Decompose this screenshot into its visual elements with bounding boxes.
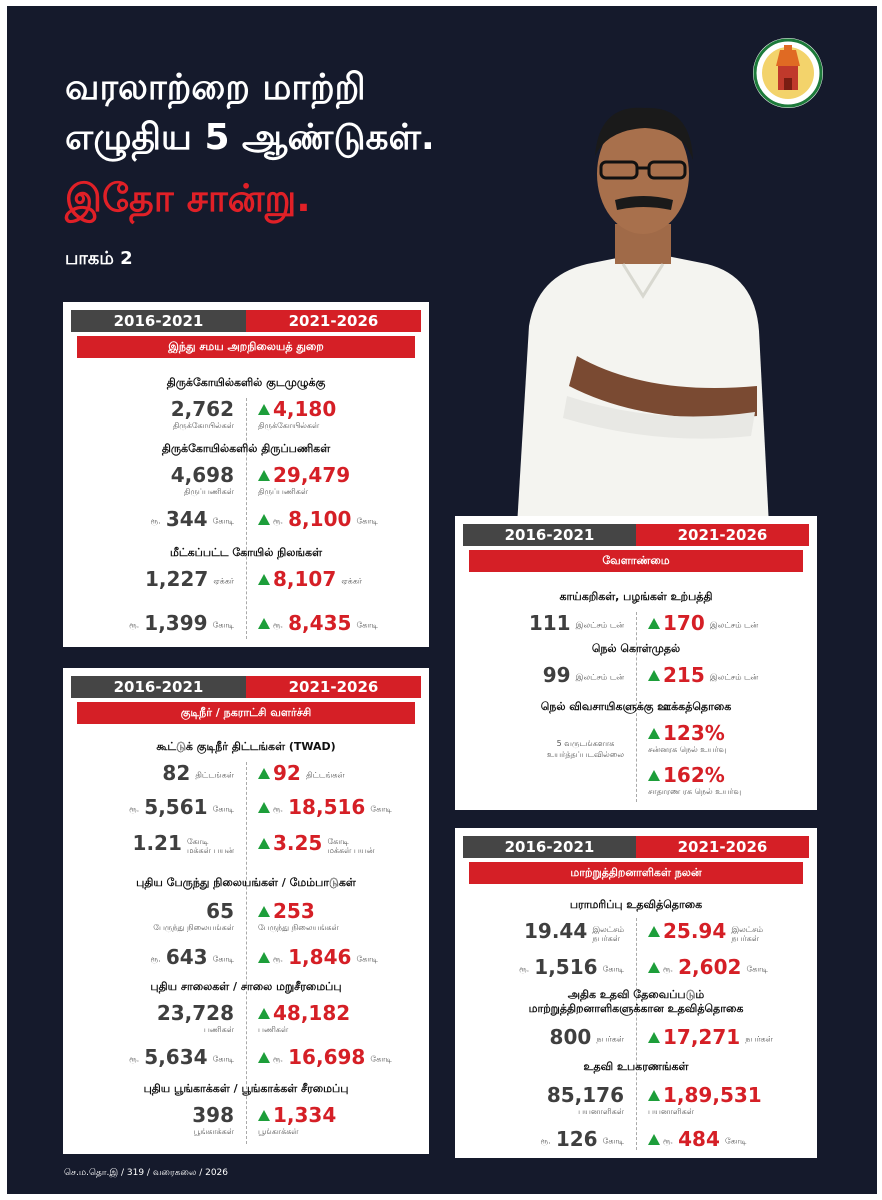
new-number: 92 xyxy=(273,761,301,785)
old-people xyxy=(133,832,234,855)
old-note-line-2: உயர்த்தப்படவில்லை xyxy=(547,750,624,759)
old-number: 1,227 xyxy=(145,567,209,591)
headline-line-1: வரலாற்றை மாற்றி xyxy=(65,67,366,108)
crore-label: கோடி xyxy=(212,804,234,814)
new-value xyxy=(258,1002,350,1035)
up-arrow-icon xyxy=(258,1052,270,1063)
up-arrow-icon xyxy=(258,514,270,525)
new-people-number: 3.25 xyxy=(273,831,323,855)
year-old: 2016-2021 xyxy=(463,836,636,858)
unit-a: இலட்சம் xyxy=(731,924,764,934)
currency-label: ரூ. xyxy=(273,620,284,630)
section-title: திருக்கோயில்களில் திருப்பணிகள் xyxy=(161,442,331,455)
poster xyxy=(7,6,877,1194)
old-label: பணிகள் xyxy=(203,1025,234,1034)
unit-label: இலட்சம் டன் xyxy=(709,620,759,630)
old-cost xyxy=(519,956,624,978)
department-title: வேளாண்மை xyxy=(469,550,803,572)
year-header xyxy=(71,676,421,698)
crore-label: கோடி xyxy=(212,1054,234,1064)
new-value xyxy=(258,1104,336,1137)
new-number: 48,182 xyxy=(273,1001,351,1025)
old-cost xyxy=(151,946,234,968)
old-cost-number: 344 xyxy=(165,507,208,531)
currency-label: ரூ. xyxy=(273,804,284,814)
crore-label: கோடி xyxy=(356,954,378,964)
old-value xyxy=(529,612,624,634)
unit-b: நபர்கள் xyxy=(731,933,759,943)
crore-label: கோடி xyxy=(724,1136,747,1146)
year-new: 2021-2026 xyxy=(636,836,809,858)
people-label: மக்கள் பயன் xyxy=(186,845,234,855)
old-value xyxy=(547,1084,624,1117)
old-cost-number: 5,561 xyxy=(144,795,208,819)
new-number: 29,479 xyxy=(273,463,351,487)
new-value xyxy=(648,1084,762,1117)
old-cost-number: 1,516 xyxy=(534,955,598,979)
up-arrow-icon xyxy=(648,926,660,937)
section-title: காய்கறிகள், பழங்கள் உற்பத்தி xyxy=(559,590,713,603)
old-number: 800 xyxy=(549,1025,592,1049)
old-value xyxy=(550,1026,624,1048)
section-title-line-2: மாற்றுத்திறனாளிகளுக்கான உதவித்தொகை xyxy=(528,1002,744,1015)
new-label: திருப்பணிகள் xyxy=(258,487,309,496)
card-hindu-religious xyxy=(63,302,429,647)
currency-label: ரூ. xyxy=(663,1136,674,1146)
department-title: குடிநீர் / நகராட்சி வளர்ச்சி xyxy=(77,702,415,724)
currency-label: ரூ. xyxy=(129,1054,140,1064)
up-arrow-icon xyxy=(258,1008,270,1019)
new-number: 170 xyxy=(663,611,705,635)
new-value xyxy=(258,568,362,590)
old-cost-number: 5,634 xyxy=(144,1045,208,1069)
old-number: 19.44 xyxy=(523,919,588,943)
new-cost xyxy=(258,946,378,968)
year-header xyxy=(463,524,809,546)
section-title: திருக்கோயில்களில் குடமுழுக்கு xyxy=(166,376,326,389)
up-arrow-icon xyxy=(258,1110,270,1121)
part-label: பாகம் 2 xyxy=(65,248,133,269)
new-value xyxy=(648,1026,773,1048)
crore-label: கோடி xyxy=(370,1054,392,1064)
currency-label: ரூ. xyxy=(273,1054,284,1064)
new-cost xyxy=(258,1046,392,1068)
old-value xyxy=(524,920,624,943)
divider xyxy=(246,398,247,639)
section-title: மீட்கப்பட்ட கோயில் நிலங்கள் xyxy=(169,546,323,559)
new-cost-number: 8,100 xyxy=(288,507,352,531)
new-cost xyxy=(258,796,392,818)
year-header xyxy=(463,836,809,858)
up-arrow-icon xyxy=(648,618,660,629)
section-title: புதிய பூங்காக்கள் / பூங்காக்கள் சீரமைப்பு xyxy=(143,1082,349,1095)
new-people xyxy=(258,832,374,855)
department-title: மாற்றுத்திறனாளிகள் நலன் xyxy=(469,862,803,884)
unit-label: நபர்கள் xyxy=(596,1034,624,1044)
new-number: 8,107 xyxy=(273,567,337,591)
new-percent-2-label: சாதாரண ரக நெல் உயர்வு xyxy=(648,787,742,796)
people-unit xyxy=(187,837,234,855)
up-arrow-icon xyxy=(258,952,270,963)
currency-label: ரூ. xyxy=(519,964,530,974)
old-cost xyxy=(129,612,234,634)
new-value-1 xyxy=(648,722,726,755)
up-arrow-icon xyxy=(258,618,270,629)
currency-label: ரூ. xyxy=(129,804,140,814)
old-cost xyxy=(129,796,234,818)
card-water-municipal xyxy=(63,668,429,1154)
new-number: 4,180 xyxy=(273,397,337,421)
up-arrow-icon xyxy=(258,574,270,585)
new-cost-number: 484 xyxy=(678,1127,720,1151)
new-cost-number: 16,698 xyxy=(288,1045,366,1069)
old-number: 4,698 xyxy=(170,463,234,487)
new-cost-number: 1,846 xyxy=(288,945,352,969)
people-label: மக்கள் பயன் xyxy=(327,845,375,855)
up-arrow-icon xyxy=(648,1032,660,1043)
old-number: 99 xyxy=(542,663,571,687)
unit-label: நபர்கள் xyxy=(745,1034,773,1044)
crore-label: கோடி xyxy=(212,620,234,630)
department-title: இந்து சமய அறநிலையத் துறை xyxy=(77,336,415,358)
chief-minister-portrait xyxy=(507,96,777,526)
old-number: 2,762 xyxy=(170,397,234,421)
old-people-number: 1.21 xyxy=(132,831,182,855)
section-title: கூட்டுக் குடிநீர் திட்டங்கள் (TWAD) xyxy=(156,740,336,753)
up-arrow-icon xyxy=(648,728,660,739)
unit-label: திட்டங்கள் xyxy=(195,770,234,780)
new-percent-1: 123% xyxy=(663,721,725,745)
unit-a: இலட்சம் xyxy=(592,924,624,934)
old-cost xyxy=(541,1128,624,1150)
section-title: உதவி உபகரணங்கள் xyxy=(583,1060,689,1073)
crore-label: கோடி xyxy=(746,964,768,974)
new-cost-number: 18,516 xyxy=(288,795,366,819)
up-arrow-icon xyxy=(258,404,270,415)
new-number: 25.94 xyxy=(663,919,727,943)
new-value xyxy=(648,664,758,686)
new-cost-number: 2,602 xyxy=(678,955,742,979)
old-value xyxy=(153,900,234,933)
new-label: பணிகள் xyxy=(258,1025,289,1034)
year-old: 2016-2021 xyxy=(71,310,246,332)
old-value xyxy=(162,762,234,784)
crore-label: கோடி xyxy=(212,954,234,964)
year-new: 2021-2026 xyxy=(246,310,421,332)
old-number: 111 xyxy=(528,611,571,635)
old-label: திருப்பணிகள் xyxy=(183,487,234,496)
section-title: நெல் விவசாயிகளுக்கு ஊக்கத்தொகை xyxy=(540,700,732,713)
section-title-line-1: அதிக உதவி தேவைப்படும் xyxy=(567,988,705,1001)
crore-label: கோடி xyxy=(356,516,378,526)
old-label: பயனாளிகள் xyxy=(578,1107,624,1116)
old-number: 65 xyxy=(206,899,234,923)
currency-label: ரூ. xyxy=(273,516,284,526)
year-new: 2021-2026 xyxy=(246,676,421,698)
up-arrow-icon xyxy=(648,1134,660,1145)
year-header xyxy=(71,310,421,332)
old-note xyxy=(547,738,624,760)
year-old: 2016-2021 xyxy=(71,676,246,698)
old-cost xyxy=(151,508,234,530)
currency-label: ரூ. xyxy=(663,964,674,974)
divider xyxy=(636,918,637,1150)
old-cost xyxy=(129,1046,234,1068)
currency-label: ரூ. xyxy=(150,516,161,526)
new-value xyxy=(648,920,763,943)
new-label: பயனாளிகள் xyxy=(648,1107,694,1116)
new-value xyxy=(258,900,339,933)
old-label: பூங்காக்கள் xyxy=(193,1127,234,1136)
old-value xyxy=(145,568,234,590)
old-value xyxy=(192,1104,234,1137)
section-title: பராமரிப்பு உதவித்தொகை xyxy=(569,898,703,911)
new-value-2 xyxy=(648,764,741,797)
new-number: 253 xyxy=(273,899,315,923)
up-arrow-icon xyxy=(648,962,660,973)
up-arrow-icon xyxy=(258,838,270,849)
old-number: 82 xyxy=(162,761,191,785)
new-label: திருக்கோயில்கள் xyxy=(258,421,320,430)
new-value xyxy=(258,464,350,497)
currency-label: ரூ. xyxy=(273,954,284,964)
footer-credit: செ.ம.தொ.இ / 319 / வரைகலை / 2026 xyxy=(64,1168,229,1178)
currency-label: ரூ. xyxy=(150,954,161,964)
old-cost-number: 643 xyxy=(165,945,208,969)
up-arrow-icon xyxy=(648,670,660,681)
old-value xyxy=(543,664,624,686)
year-old: 2016-2021 xyxy=(463,524,636,546)
old-value xyxy=(157,1002,234,1035)
up-arrow-icon xyxy=(258,906,270,917)
new-value xyxy=(258,762,345,784)
new-value xyxy=(648,612,758,634)
new-cost xyxy=(648,956,768,978)
crore-label: கோடி xyxy=(356,620,378,630)
unit-label: ஏக்கர் xyxy=(213,576,234,586)
new-percent-1-label: சன்னரக நெல் உயர்வு xyxy=(648,745,727,754)
headline-line-2: எழுதிய 5 ஆண்டுகள். xyxy=(65,117,435,158)
old-number: 398 xyxy=(192,1103,234,1127)
old-cost-number: 126 xyxy=(555,1127,598,1151)
new-number: 17,271 xyxy=(663,1025,741,1049)
year-new: 2021-2026 xyxy=(636,524,809,546)
new-label: பேருந்து நிலையங்கள் xyxy=(258,923,339,932)
unit-label: ஏக்கர் xyxy=(341,576,362,586)
old-value xyxy=(171,398,234,431)
up-arrow-icon xyxy=(258,768,270,779)
section-title: புதிய பேருந்து நிலையங்கள் / மேம்பாடுகள் xyxy=(136,876,356,889)
new-cost xyxy=(648,1128,746,1150)
unit-stack xyxy=(592,925,624,943)
section-title: புதிய சாலைகள் / சாலை மறுசீரமைப்பு xyxy=(150,980,342,993)
crore-label: கோடி xyxy=(212,516,234,526)
new-cost xyxy=(258,612,378,634)
crore-label: கோடி xyxy=(327,836,349,846)
crore-label: கோடி xyxy=(186,836,209,846)
new-cost-number: 8,435 xyxy=(288,611,352,635)
new-label: பூங்காக்கள் xyxy=(258,1127,299,1136)
new-value xyxy=(258,398,336,431)
old-cost-number: 1,399 xyxy=(144,611,208,635)
crore-label: கோடி xyxy=(602,964,624,974)
up-arrow-icon xyxy=(258,470,270,481)
old-number: 23,728 xyxy=(156,1001,234,1025)
unit-stack xyxy=(731,925,763,943)
unit-label: இலட்சம் டன் xyxy=(575,672,624,682)
old-value xyxy=(171,464,234,497)
new-percent-2: 162% xyxy=(663,763,725,787)
section-title: நெல் கொள்முதல் xyxy=(591,642,681,655)
unit-label: திட்டங்கள் xyxy=(305,770,345,780)
currency-label: ரூ. xyxy=(540,1136,551,1146)
new-number: 1,334 xyxy=(273,1103,337,1127)
crore-label: கோடி xyxy=(602,1136,624,1146)
old-label: திருக்கோயில்கள் xyxy=(172,421,234,430)
card-differently-abled xyxy=(455,828,817,1158)
crore-label: கோடி xyxy=(370,804,392,814)
headline-line-3: இதோ சான்று. xyxy=(65,176,311,220)
currency-label: ரூ. xyxy=(129,620,140,630)
new-cost xyxy=(258,508,378,530)
old-note-line-1: 5 வருடங்களாக xyxy=(556,739,615,748)
up-arrow-icon xyxy=(648,770,660,781)
up-arrow-icon xyxy=(648,1090,660,1101)
card-agriculture xyxy=(455,516,817,810)
new-number: 1,89,531 xyxy=(663,1083,762,1107)
old-label: பேருந்து நிலையங்கள் xyxy=(153,923,234,932)
up-arrow-icon xyxy=(258,802,270,813)
people-unit xyxy=(327,837,374,855)
unit-label: இலட்சம் டன் xyxy=(575,620,624,630)
unit-b: நபர்கள் xyxy=(592,933,620,943)
old-number: 85,176 xyxy=(546,1083,624,1107)
unit-label: இலட்சம் டன் xyxy=(709,672,759,682)
new-number: 215 xyxy=(663,663,705,687)
